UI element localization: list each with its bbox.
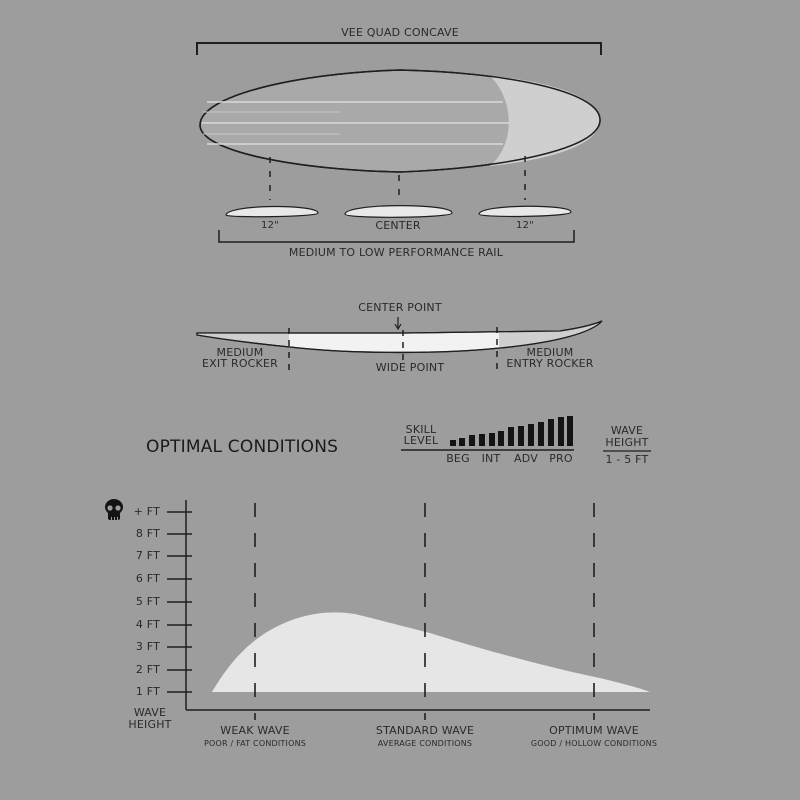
- concave-title: VEE QUAD CONCAVE: [341, 26, 459, 39]
- board-top-view: [200, 70, 600, 172]
- wave-height-label-1: WAVE: [610, 424, 644, 437]
- skull-icon: [105, 499, 123, 520]
- skill-beg: BEG: [446, 452, 470, 465]
- x-cat-optimum-sub: GOOD / HOLLOW CONDITIONS: [530, 739, 658, 748]
- rail-caption: MEDIUM TO LOW PERFORMANCE RAIL: [288, 246, 504, 259]
- exit-rocker-label-1: MEDIUM: [216, 346, 264, 359]
- x-cat-standard: STANDARD WAVE: [375, 724, 475, 737]
- wave-area: [212, 612, 650, 692]
- skill-adv: ADV: [514, 452, 538, 465]
- y-tick-7: 7 FT: [135, 549, 160, 562]
- entry-rocker-label-1: MEDIUM: [526, 346, 574, 359]
- y-tick-4: 4 FT: [135, 618, 160, 631]
- y-tick-3: 3 FT: [135, 640, 160, 653]
- center-point-label: CENTER POINT: [358, 301, 442, 314]
- x-cat-weak: WEAK WAVE: [220, 724, 290, 737]
- rail-label-right: 12": [516, 220, 534, 231]
- x-cat-optimum: OPTIMUM WAVE: [549, 724, 639, 737]
- rail-label-left: 12": [261, 220, 279, 231]
- y-tick-5: 5 FT: [135, 595, 160, 608]
- y-tick-1: 1 FT: [135, 685, 160, 698]
- concave-bracket: [197, 43, 601, 55]
- entry-rocker-label-2: ENTRY ROCKER: [506, 357, 594, 370]
- y-tick-8: 8 FT: [135, 527, 160, 540]
- x-cat-standard-sub: AVERAGE CONDITIONS: [377, 739, 473, 748]
- center-point-arrow: [395, 317, 401, 329]
- skill-label-1: SKILL: [405, 423, 437, 436]
- optimal-conditions-title: OPTIMAL CONDITIONS: [146, 437, 339, 457]
- rail-label-center: CENTER: [375, 219, 421, 232]
- wide-point-label: WIDE POINT: [375, 361, 445, 374]
- wave-chart: [167, 500, 650, 720]
- skill-pro: PRO: [549, 452, 573, 465]
- wave-height-label-2: HEIGHT: [605, 436, 649, 449]
- y-tick-2: 2 FT: [135, 663, 160, 676]
- skill-int: INT: [481, 452, 501, 465]
- exit-rocker-label-2: EXIT ROCKER: [202, 357, 278, 370]
- skill-label-2: LEVEL: [403, 434, 439, 447]
- y-tick-plus: + FT: [133, 505, 160, 518]
- rail-sections: [226, 206, 571, 218]
- y-axis-label: WAVE HEIGHT: [128, 706, 172, 731]
- skill-level-bars: [450, 416, 573, 446]
- y-ticks: [167, 512, 192, 692]
- y-tick-6: 6 FT: [135, 572, 160, 585]
- x-cat-weak-sub: POOR / FAT CONDITIONS: [203, 739, 307, 748]
- wave-height-range: 1 - 5 FT: [605, 453, 649, 466]
